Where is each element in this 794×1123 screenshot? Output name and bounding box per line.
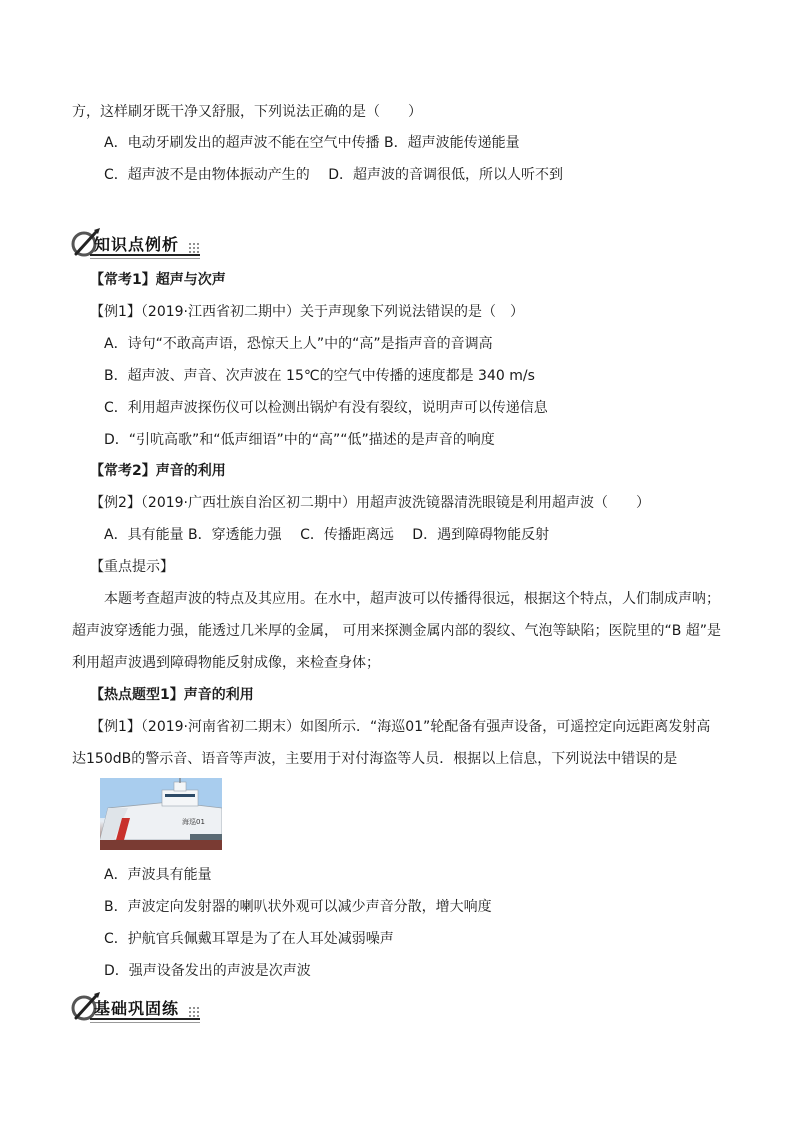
section-title: 基础巩固练 — [94, 999, 180, 1018]
tip-heading: 【重点提示】 — [90, 559, 174, 575]
banner-underline-thin — [90, 258, 200, 259]
hot1-option-b: B．声波定向发射器的喇叭状外观可以减少声音分散，增大响度 — [104, 899, 492, 915]
banner-underline — [90, 1018, 200, 1020]
changkao1-option-a: A．诗句“不敢高声语，恐惊天上人”中的“高”是指声音的音调高 — [104, 336, 493, 352]
ship-illustration — [100, 778, 222, 850]
banner-underline — [90, 254, 200, 256]
question-options-ab: A．电动牙刷发出的超声波不能在空气中传播 B．超声波能传递能量 — [104, 135, 520, 151]
changkao2-heading: 【常考2】声音的利用 — [90, 463, 226, 479]
tip-line-3: 利用超声波遇到障碍物能反射成像，来检查身体； — [72, 655, 380, 671]
banner-underline-thin — [90, 1022, 200, 1023]
changkao1-option-c: C．利用超声波探伤仪可以检测出锅炉有没有裂纹，说明声可以传递信息 — [104, 400, 548, 416]
changkao2-options: A．具有能量 B．穿透能力强 C．传播距离远 D．遇到障碍物能反射 — [104, 527, 550, 543]
banner-dots — [188, 1006, 200, 1018]
changkao1-heading: 【常考1】超声与次声 — [90, 272, 226, 288]
changkao2-example: 【例2】（2019·广西壮族自治区初二期中）用超声波洗镜器清洗眼镜是利用超声波（ ） — [90, 495, 650, 511]
changkao1-option-d: D．“引吭高歌”和“低声细语”中的“高”“低”描述的是声音的响度 — [104, 432, 495, 448]
hot1-example-line-1: 【例1】（2019·河南省初二期末）如图所示．“海巡01”轮配备有强声设备，可遥控定向远距离发射高 — [90, 719, 711, 735]
changkao1-example: 【例1】（2019·江西省初二期中）关于声现象下列说法错误的是（ ） — [90, 304, 524, 320]
banner-dots — [188, 242, 200, 254]
svg-text:海巡01: 海巡01 — [182, 818, 205, 826]
changkao1-option-b: B．超声波、声音、次声波在 15℃的空气中传播的速度都是 340 m/s — [104, 368, 535, 384]
hot1-example-line-2: 达150dB的警示音、语音等声波，主要用于对付海盗等人员．根据以上信息，下列说法中错误的是 — [72, 751, 678, 767]
tip-line-2: 超声波穿透能力强，能透过几米厚的金属， 可用来探测金属内部的裂纹、气泡等缺陷；医院里的“B 超”是 — [72, 623, 722, 639]
hot1-option-c: C．护航官兵佩戴耳罩是为了在人耳处减弱噪声 — [104, 931, 394, 947]
section-banner-knowledge — [70, 226, 200, 260]
hot1-option-a: A．声波具有能量 — [104, 867, 212, 883]
question-stem-tail: 方，这样刷牙既干净又舒服，下列说法正确的是（ ） — [72, 104, 422, 120]
tip-line-1: 本题考查超声波的特点及其应用。在水中，超声波可以传播得很远，根据这个特点，人们制成声呐； — [104, 591, 720, 607]
section-banner-basic-practice — [70, 990, 200, 1024]
hot1-heading: 【热点题型1】声音的利用 — [90, 687, 254, 703]
ship-photo — [100, 778, 222, 850]
section-title: 知识点例析 — [94, 235, 180, 254]
hot1-option-d: D．强声设备发出的声波是次声波 — [104, 963, 311, 979]
question-options-cd: C．超声波不是由物体振动产生的 D．超声波的音调很低，所以人听不到 — [104, 167, 564, 183]
